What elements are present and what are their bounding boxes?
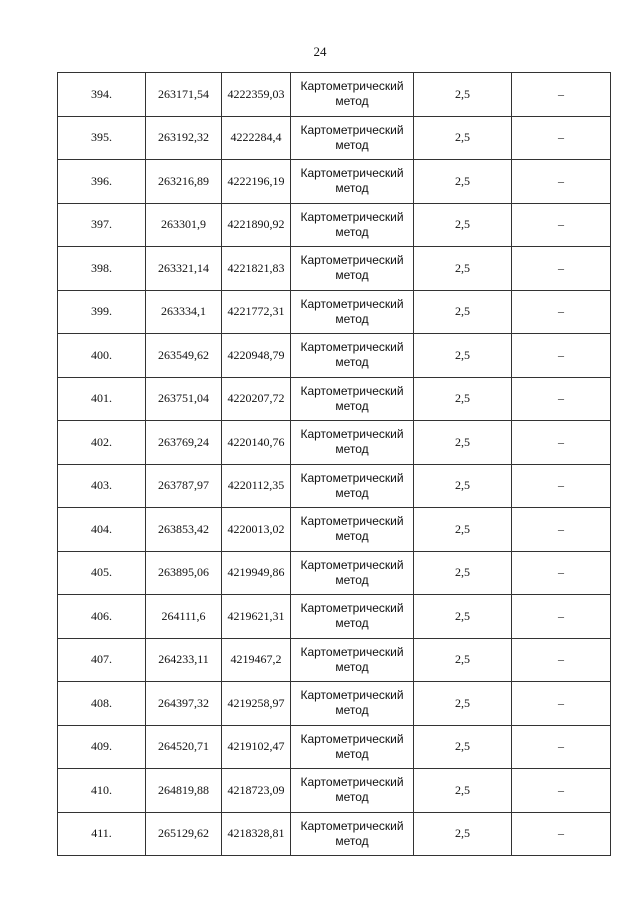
- y-coordinate-cell: 4219467,2: [222, 638, 291, 682]
- note-cell: –: [512, 725, 611, 769]
- y-coordinate-cell: 4221821,83: [222, 247, 291, 291]
- x-coordinate-cell: 263853,42: [146, 508, 222, 552]
- y-coordinate-cell: 4218328,81: [222, 812, 291, 856]
- method-line-2: метод: [335, 94, 369, 109]
- table-row: [58, 464, 611, 508]
- note-cell: –: [512, 334, 611, 378]
- method-line-2: метод: [335, 790, 369, 805]
- note-cell: –: [512, 812, 611, 856]
- method-line-2: метод: [335, 746, 369, 761]
- note-cell: –: [512, 160, 611, 204]
- point-number-cell: 403.: [58, 464, 146, 508]
- table-row: [58, 116, 611, 160]
- y-coordinate-cell: 4219102,47: [222, 725, 291, 769]
- y-coordinate-cell: 4220948,79: [222, 334, 291, 378]
- table-row: [58, 551, 611, 595]
- y-coordinate-cell: 4222359,03: [222, 73, 291, 117]
- point-number-cell: 408.: [58, 682, 146, 726]
- method-line-1: Картометрический: [300, 688, 404, 703]
- point-number-cell: 396.: [58, 160, 146, 204]
- table-row: [58, 160, 611, 204]
- point-number-cell: 395.: [58, 116, 146, 160]
- x-coordinate-cell: 263301,9: [146, 203, 222, 247]
- y-coordinate-cell: 4222196,19: [222, 160, 291, 204]
- y-coordinate-cell: 4219621,31: [222, 595, 291, 639]
- x-coordinate-cell: 263321,14: [146, 247, 222, 291]
- point-number-cell: 402.: [58, 421, 146, 465]
- point-number-cell: 407.: [58, 638, 146, 682]
- note-cell: –: [512, 508, 611, 552]
- method-cell: [291, 290, 414, 334]
- x-coordinate-cell: 263751,04: [146, 377, 222, 421]
- method-cell: [291, 725, 414, 769]
- note-cell: –: [512, 203, 611, 247]
- accuracy-cell: 2,5: [414, 160, 512, 204]
- method-cell: [291, 769, 414, 813]
- method-cell: [291, 203, 414, 247]
- method-cell: [291, 73, 414, 117]
- point-number-cell: 397.: [58, 203, 146, 247]
- coordinates-table: [57, 72, 611, 856]
- accuracy-cell: 2,5: [414, 595, 512, 639]
- method-line-2: метод: [335, 485, 369, 500]
- table-body: [58, 73, 611, 856]
- method-line-1: Картометрический: [300, 122, 404, 137]
- note-cell: –: [512, 769, 611, 813]
- accuracy-cell: 2,5: [414, 203, 512, 247]
- y-coordinate-cell: 4221772,31: [222, 290, 291, 334]
- table-row: [58, 247, 611, 291]
- accuracy-cell: 2,5: [414, 290, 512, 334]
- accuracy-cell: 2,5: [414, 682, 512, 726]
- method-line-1: Картометрический: [300, 731, 404, 746]
- point-number-cell: 400.: [58, 334, 146, 378]
- point-number-cell: 398.: [58, 247, 146, 291]
- y-coordinate-cell: 4222284,4: [222, 116, 291, 160]
- x-coordinate-cell: 264111,6: [146, 595, 222, 639]
- x-coordinate-cell: 263192,32: [146, 116, 222, 160]
- method-cell: [291, 247, 414, 291]
- method-line-2: метод: [335, 137, 369, 152]
- method-cell: [291, 377, 414, 421]
- table-row: [58, 334, 611, 378]
- method-line-1: Картометрический: [300, 470, 404, 485]
- method-line-1: Картометрический: [300, 514, 404, 529]
- method-cell: [291, 595, 414, 639]
- y-coordinate-cell: 4220112,35: [222, 464, 291, 508]
- note-cell: –: [512, 421, 611, 465]
- point-number-cell: 409.: [58, 725, 146, 769]
- method-line-1: Картометрический: [300, 340, 404, 355]
- method-line-1: Картометрический: [300, 775, 404, 790]
- y-coordinate-cell: 4218723,09: [222, 769, 291, 813]
- x-coordinate-cell: 264819,88: [146, 769, 222, 813]
- method-line-1: Картометрический: [300, 818, 404, 833]
- method-cell: [291, 116, 414, 160]
- accuracy-cell: 2,5: [414, 508, 512, 552]
- x-coordinate-cell: 263334,1: [146, 290, 222, 334]
- accuracy-cell: 2,5: [414, 116, 512, 160]
- method-line-1: Картометрический: [300, 557, 404, 572]
- x-coordinate-cell: 263216,89: [146, 160, 222, 204]
- note-cell: –: [512, 377, 611, 421]
- method-line-2: метод: [335, 442, 369, 457]
- method-line-2: метод: [335, 572, 369, 587]
- method-line-2: метод: [335, 616, 369, 631]
- accuracy-cell: 2,5: [414, 247, 512, 291]
- note-cell: –: [512, 247, 611, 291]
- method-line-2: метод: [335, 703, 369, 718]
- x-coordinate-cell: 263171,54: [146, 73, 222, 117]
- x-coordinate-cell: 265129,62: [146, 812, 222, 856]
- accuracy-cell: 2,5: [414, 73, 512, 117]
- x-coordinate-cell: 263549,62: [146, 334, 222, 378]
- x-coordinate-cell: 264520,71: [146, 725, 222, 769]
- table-row: [58, 595, 611, 639]
- accuracy-cell: 2,5: [414, 812, 512, 856]
- method-cell: [291, 638, 414, 682]
- accuracy-cell: 2,5: [414, 421, 512, 465]
- method-line-1: Картометрический: [300, 644, 404, 659]
- accuracy-cell: 2,5: [414, 377, 512, 421]
- y-coordinate-cell: 4220140,76: [222, 421, 291, 465]
- table-row: [58, 769, 611, 813]
- method-line-2: метод: [335, 398, 369, 413]
- note-cell: –: [512, 638, 611, 682]
- y-coordinate-cell: 4219949,86: [222, 551, 291, 595]
- method-line-2: метод: [335, 181, 369, 196]
- method-cell: [291, 682, 414, 726]
- x-coordinate-cell: 263787,97: [146, 464, 222, 508]
- method-line-2: метод: [335, 355, 369, 370]
- point-number-cell: 399.: [58, 290, 146, 334]
- point-number-cell: 405.: [58, 551, 146, 595]
- method-line-2: метод: [335, 529, 369, 544]
- accuracy-cell: 2,5: [414, 638, 512, 682]
- x-coordinate-cell: 264233,11: [146, 638, 222, 682]
- x-coordinate-cell: 264397,32: [146, 682, 222, 726]
- method-line-1: Картометрический: [300, 209, 404, 224]
- note-cell: –: [512, 290, 611, 334]
- y-coordinate-cell: 4220207,72: [222, 377, 291, 421]
- table-row: [58, 73, 611, 117]
- table-row: [58, 508, 611, 552]
- note-cell: –: [512, 464, 611, 508]
- method-cell: [291, 421, 414, 465]
- accuracy-cell: 2,5: [414, 464, 512, 508]
- method-cell: [291, 508, 414, 552]
- note-cell: –: [512, 551, 611, 595]
- table-row: [58, 638, 611, 682]
- note-cell: –: [512, 595, 611, 639]
- accuracy-cell: 2,5: [414, 334, 512, 378]
- table-row: [58, 377, 611, 421]
- x-coordinate-cell: 263769,24: [146, 421, 222, 465]
- method-cell: [291, 464, 414, 508]
- method-line-2: метод: [335, 268, 369, 283]
- method-cell: [291, 334, 414, 378]
- point-number-cell: 404.: [58, 508, 146, 552]
- y-coordinate-cell: 4221890,92: [222, 203, 291, 247]
- note-cell: –: [512, 682, 611, 726]
- method-line-1: Картометрический: [300, 296, 404, 311]
- note-cell: –: [512, 73, 611, 117]
- table-row: [58, 421, 611, 465]
- method-line-1: Картометрический: [300, 427, 404, 442]
- accuracy-cell: 2,5: [414, 725, 512, 769]
- point-number-cell: 406.: [58, 595, 146, 639]
- y-coordinate-cell: 4220013,02: [222, 508, 291, 552]
- method-line-1: Картометрический: [300, 601, 404, 616]
- table-row: [58, 812, 611, 856]
- accuracy-cell: 2,5: [414, 551, 512, 595]
- x-coordinate-cell: 263895,06: [146, 551, 222, 595]
- method-line-1: Картометрический: [300, 253, 404, 268]
- point-number-cell: 394.: [58, 73, 146, 117]
- accuracy-cell: 2,5: [414, 769, 512, 813]
- point-number-cell: 401.: [58, 377, 146, 421]
- method-cell: [291, 812, 414, 856]
- method-line-2: метод: [335, 311, 369, 326]
- point-number-cell: 410.: [58, 769, 146, 813]
- method-cell: [291, 160, 414, 204]
- method-line-1: Картометрический: [300, 166, 404, 181]
- method-line-2: метод: [335, 659, 369, 674]
- method-line-1: Картометрический: [300, 79, 404, 94]
- method-line-2: метод: [335, 833, 369, 848]
- method-cell: [291, 551, 414, 595]
- table-row: [58, 203, 611, 247]
- table-row: [58, 725, 611, 769]
- point-number-cell: 411.: [58, 812, 146, 856]
- method-line-1: Картометрический: [300, 383, 404, 398]
- y-coordinate-cell: 4219258,97: [222, 682, 291, 726]
- page-number: 24: [313, 44, 327, 59]
- method-line-2: метод: [335, 224, 369, 239]
- note-cell: –: [512, 116, 611, 160]
- table-row: [58, 682, 611, 726]
- table-row: [58, 290, 611, 334]
